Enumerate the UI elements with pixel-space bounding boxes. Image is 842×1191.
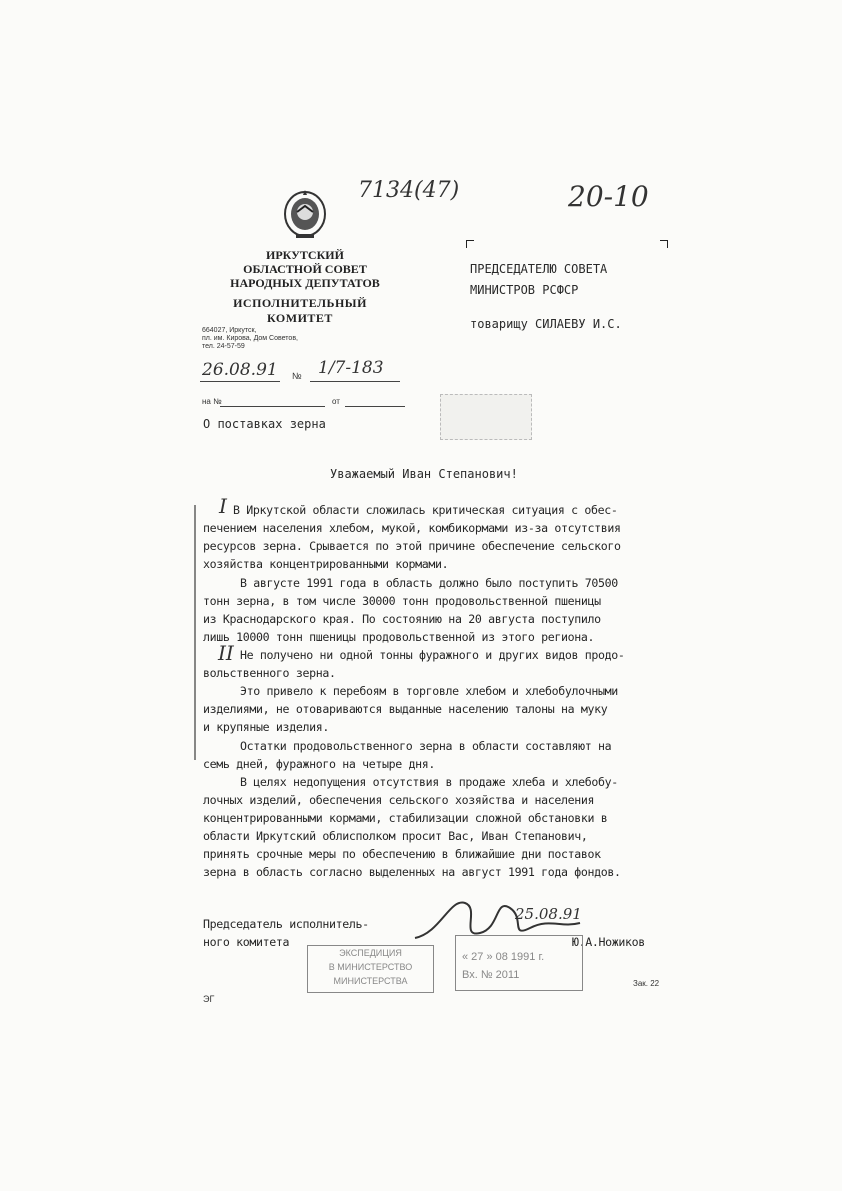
- signature-title-2: ного комитета: [203, 935, 290, 949]
- body-line: В Иркутской области сложилась критическая ситуация с обес-: [233, 503, 618, 517]
- signature-title-1: Председатель исполнитель-: [203, 917, 369, 931]
- body-line: хозяйства концентрированными кормами.: [203, 557, 449, 571]
- ministry-stamp-line-3: МИНИСТЕРСТВА: [333, 976, 408, 986]
- body-line: области Иркутский облисполком просит Вас, Иван Степанович,: [203, 829, 588, 843]
- body-line: и крупяные изделия.: [203, 720, 329, 734]
- margin-mark-1: I: [219, 494, 227, 518]
- handwritten-code: 20-10: [568, 180, 649, 213]
- body-line: вольственного зерна.: [203, 666, 336, 680]
- ministry-stamp-line-1: ЭКСПЕДИЦИЯ: [339, 948, 402, 958]
- body-line: концентрированными кормами, стабилизации сложной обстановки в: [203, 811, 608, 825]
- body-line: печением населения хлебом, мукой, комбикормами из-за отсутствия: [203, 521, 621, 535]
- document-date: 26.08.91: [202, 360, 278, 380]
- document-number: 1/7-183: [318, 358, 384, 378]
- margin-mark-2: II: [218, 641, 234, 665]
- signature-handwritten-date: 25.08.91: [515, 905, 582, 923]
- from-underline: [345, 406, 405, 407]
- body-line: Это привело к перебоям в торговле хлебом и хлебобулочными: [240, 684, 618, 698]
- received-date: « 27 » 08 1991 г.: [462, 951, 545, 963]
- received-number: Вх. № 2011: [462, 969, 520, 981]
- sender-line-2: ОБЛАСТНОЙ СОВЕТ: [243, 262, 367, 276]
- body-line: лишь 10000 тонн пшеницы продовольственной из этого региона.: [203, 630, 595, 644]
- number-underline: [310, 381, 400, 382]
- recipient-corner-right: [660, 240, 668, 248]
- sender-line-1: ИРКУТСКИЙ: [266, 248, 344, 262]
- body-line: зерна в область согласно выделенных на август 1991 года фондов.: [203, 865, 621, 879]
- sender-line-4: ИСПОЛНИТЕЛЬНЫЙ КОМИТЕТ: [233, 296, 367, 325]
- footer-left: ЭГ: [203, 994, 215, 1004]
- body-line: В августе 1991 года в область должно было поступить 70500: [240, 576, 618, 590]
- footer-right: Зак. 22: [633, 979, 660, 988]
- recipient-line-3: товарищу СИЛАЕВУ И.С.: [470, 317, 622, 331]
- emblem-icon: [282, 188, 328, 244]
- sender-address-3: тел. 24-57-59: [202, 343, 245, 350]
- body-line: Не получено ни одной тонны фуражного и других видов продо-: [240, 648, 625, 662]
- body-line: изделиями, не отовариваются выданные населению талоны на муку: [203, 702, 608, 716]
- body-line: лочных изделий, обеспечения сельского хозяйства и населения: [203, 793, 595, 807]
- faint-stamp-box: [440, 394, 532, 440]
- body-line: Остатки продовольственного зерна в области составляют на: [240, 739, 612, 753]
- sender-address-2: пл. им. Кирова, Дом Советов,: [202, 335, 298, 342]
- ministry-stamp: [307, 945, 434, 993]
- sender-address-1: 664027, Иркутск,: [202, 327, 257, 334]
- body-line: В целях недопущения отсутствия в продаже хлеба и хлебобу-: [240, 775, 618, 789]
- reference-label: на №: [202, 397, 222, 406]
- recipient-line-2: МИНИСТРОВ РСФСР: [470, 283, 579, 297]
- signature-name: Ю.А.Ножиков: [572, 935, 645, 949]
- body-line: семь дней, фуражного на четыре дня.: [203, 757, 436, 771]
- body-line: принять срочные меры по обеспечению в ближайшие дни поставок: [203, 847, 601, 861]
- margin-bracket: [194, 505, 196, 760]
- recipient-corner-left: [466, 240, 474, 248]
- body-line: ресурсов зерна. Срывается по этой причине обеспечение сельского: [203, 539, 621, 553]
- from-label: от: [332, 397, 340, 406]
- date-underline: [200, 381, 280, 382]
- reference-underline: [220, 406, 325, 407]
- recipient-line-1: ПРЕДСЕДАТЕЛЮ СОВЕТА: [470, 262, 608, 276]
- body-line: тонн зерна, в том числе 30000 тонн продовольственной пшеницы: [203, 594, 601, 608]
- ministry-stamp-line-2: В МИНИСТЕРСТВО: [328, 962, 413, 972]
- sender-line-3: НАРОДНЫХ ДЕПУТАТОВ: [230, 276, 380, 290]
- handwritten-reference-number: 7134(47): [358, 178, 460, 203]
- subject-line: О поставках зерна: [203, 417, 326, 431]
- number-label: №: [292, 371, 302, 381]
- salutation: Уважаемый Иван Степанович!: [330, 467, 518, 481]
- received-stamp: [455, 935, 583, 991]
- body-line: из Краснодарского края. По состоянию на 20 августа поступило: [203, 612, 601, 626]
